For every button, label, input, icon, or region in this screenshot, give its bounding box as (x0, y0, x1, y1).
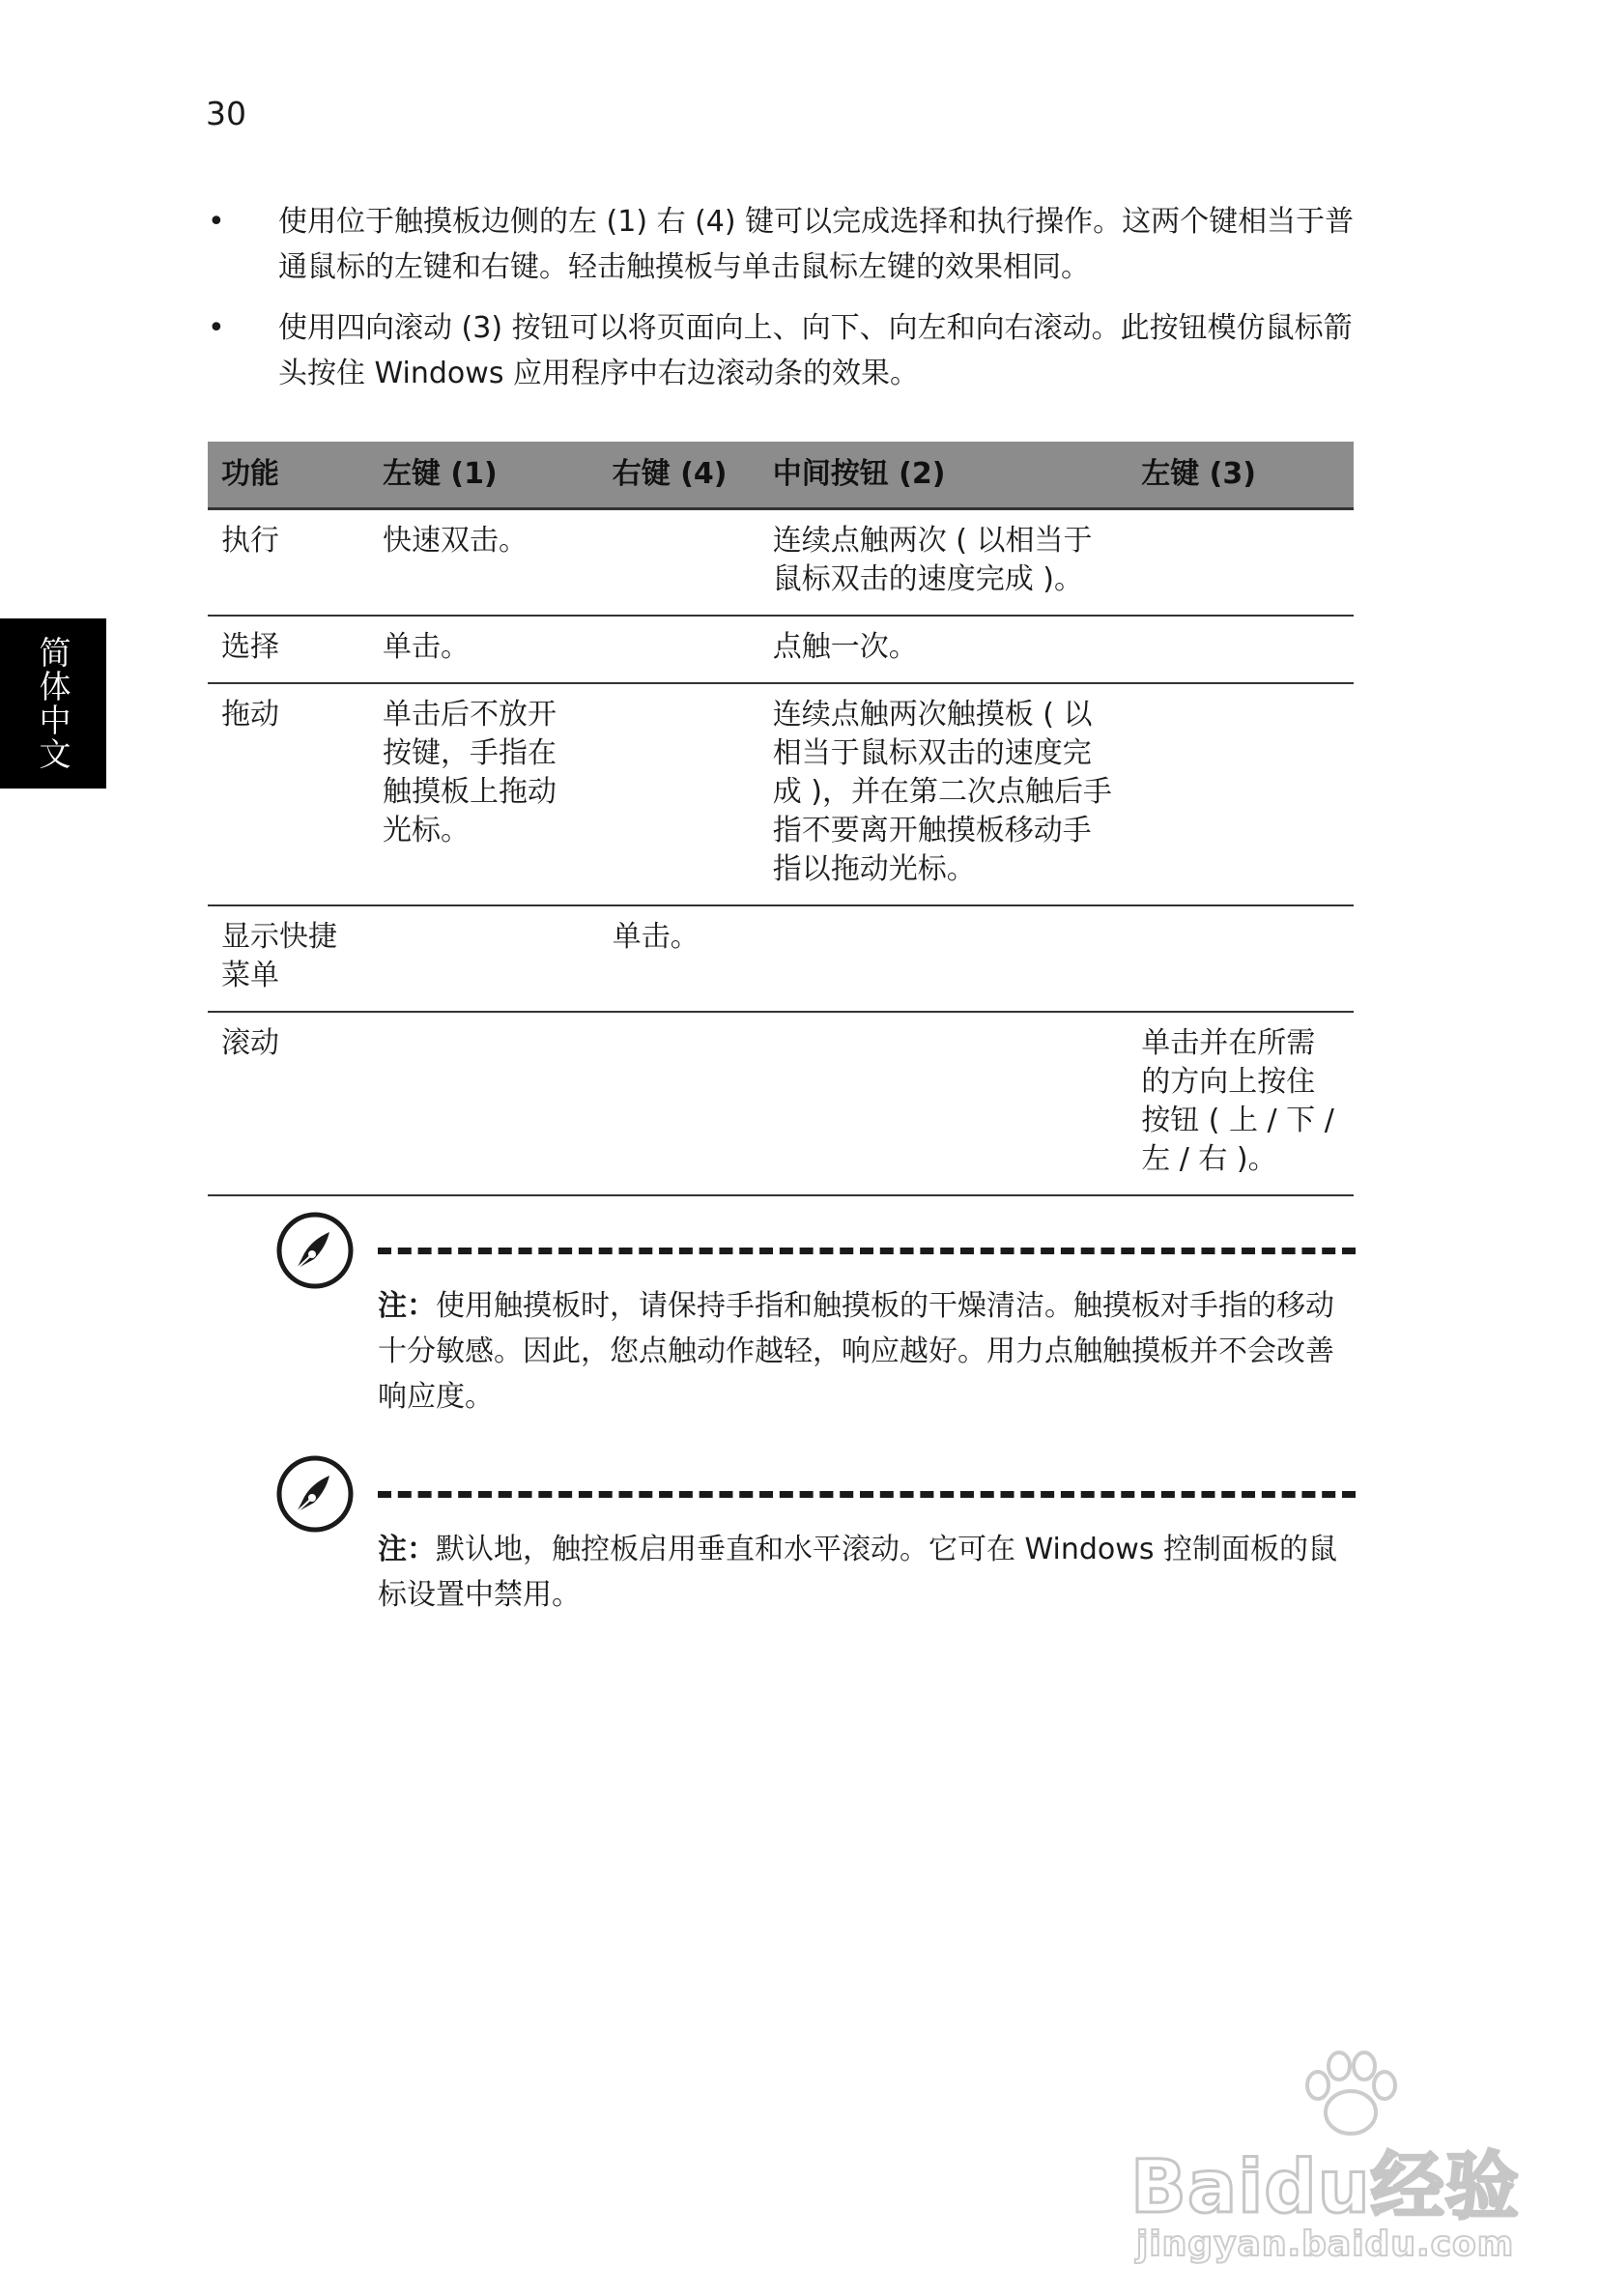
header-left-key-3: 左键 (3) (1128, 442, 1354, 509)
table-cell: 单击后不放开按键，手指在触摸板上拖动光标。 (369, 683, 599, 905)
table-header-row (208, 442, 1354, 509)
note-divider (378, 1248, 1356, 1254)
table-row (208, 1012, 1354, 1195)
bullet-text: 使用位于触摸板边侧的左 (1) 右 (4) 键可以完成选择和执行操作。这两个键相当于普通鼠标的左键和右键。轻击触摸板与单击鼠标左键的效果相同。 (278, 205, 1355, 284)
note-text-block (378, 1527, 1344, 1618)
table-cell (599, 683, 759, 905)
language-side-tab-label: 简体中文 (34, 636, 72, 771)
bullet-text: 使用四向滚动 (3) 按钮可以将页面向上、向下、向左和向右滚动。此按钮模仿鼠标箭头按住 Windows 应用程序中右边滚动条的效果。 (278, 311, 1353, 390)
table-cell: 显示快捷菜单 (208, 905, 369, 1012)
table-cell (599, 509, 759, 617)
note-text: 使用触摸板时，请保持手指和触摸板的干燥清洁。触摸板对手指的移动十分敏感。因此，您点触动作越轻，响应越好。用力点触触摸板并不会改善响应度。 (378, 1289, 1334, 1414)
note-text-block (378, 1283, 1344, 1420)
table-cell: 点触一次。 (759, 616, 1129, 683)
page-number: 30 (206, 95, 246, 132)
baidu-watermark (1130, 2049, 1520, 2271)
table-cell (1128, 683, 1354, 905)
table-cell: 连续点触两次触摸板 ( 以相当于鼠标双击的速度完成 )，并在第二次点触后手指不要离开触摸板移动手指以拖动光标。 (759, 683, 1129, 905)
touchpad-function-table (208, 442, 1354, 1196)
table-cell: 连续点触两次 ( 以相当于鼠标双击的速度完成 )。 (759, 509, 1129, 617)
table-cell (759, 1012, 1129, 1195)
note-label: 注： (378, 1289, 436, 1323)
note-divider (378, 1491, 1356, 1498)
note-text: 默认地，触控板启用垂直和水平滚动。它可在 Windows 控制面板的鼠标设置中禁用。 (378, 1533, 1337, 1612)
note-pen-icon (275, 1211, 355, 1290)
note-pen-icon (275, 1454, 355, 1534)
table-row (208, 616, 1354, 683)
table-cell: 执行 (208, 509, 369, 617)
paw-icon (1293, 2049, 1409, 2140)
header-middle-button-2: 中间按钮 (2) (759, 442, 1129, 509)
bullet-dot-icon: • (208, 311, 225, 345)
table-cell (1128, 905, 1354, 1012)
table-cell: 滚动 (208, 1012, 369, 1195)
bullet-list (206, 199, 1360, 412)
table-cell: 单击。 (599, 905, 759, 1012)
bullet-dot-icon: • (208, 205, 225, 239)
bullet-item (206, 199, 1360, 290)
table-cell: 快速双击。 (369, 509, 599, 617)
table-cell: 单击。 (369, 616, 599, 683)
bullet-item (206, 305, 1360, 396)
header-right-key-4: 右键 (4) (599, 442, 759, 509)
table-cell (369, 905, 599, 1012)
table-row (208, 683, 1354, 905)
table-cell (759, 905, 1129, 1012)
table-row (208, 509, 1354, 617)
header-function: 功能 (208, 442, 369, 509)
table-cell (599, 1012, 759, 1195)
watermark-brand: Baidu经验 (1130, 2143, 1520, 2229)
table-cell: 选择 (208, 616, 369, 683)
watermark-url: jingyan.baidu.com (1136, 2224, 1515, 2264)
table-cell (369, 1012, 599, 1195)
table-cell (1128, 509, 1354, 617)
table-cell: 单击并在所需的方向上按住按钮 ( 上 / 下 / 左 / 右 )。 (1128, 1012, 1354, 1195)
table-cell: 拖动 (208, 683, 369, 905)
language-side-tab (0, 618, 106, 789)
note-label: 注： (378, 1533, 436, 1566)
table-cell (1128, 616, 1354, 683)
table-row (208, 905, 1354, 1012)
header-left-key-1: 左键 (1) (369, 442, 599, 509)
table-cell (599, 616, 759, 683)
